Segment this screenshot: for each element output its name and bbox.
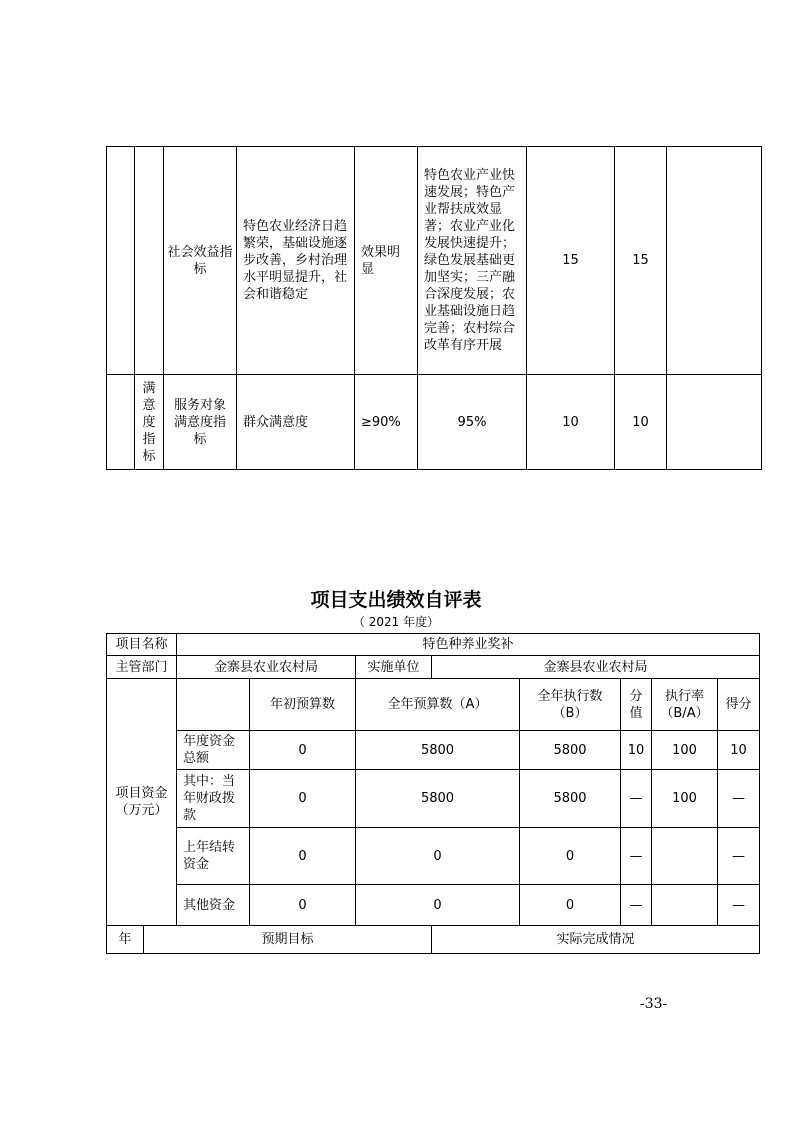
row-total-score: 10 <box>717 730 760 770</box>
row-other-rate <box>651 884 718 926</box>
row-other-executed: 0 <box>519 884 621 926</box>
row-label-total: 年度资金总额 <box>176 730 250 770</box>
row-label-carryover: 上年结转资金 <box>176 827 250 885</box>
row-carryover-executed: 0 <box>519 827 621 885</box>
dept-label: 主管部门 <box>106 655 177 679</box>
social-benefit-content: 特色农业经济日趋繁荣，基础设施逐步改善，乡村治理水平明显提升，社会和谐稳定 <box>236 146 355 375</box>
row-label-fiscal: 其中：当年财政拨款 <box>176 769 250 828</box>
form-year: （ 2021 年度） <box>352 615 440 629</box>
row-carryover-full-year: 0 <box>355 827 520 885</box>
row-fiscal-initial: 0 <box>249 769 356 828</box>
page-number: -33- <box>640 996 668 1012</box>
row-fiscal-full-year: 5800 <box>355 769 520 828</box>
satisfaction-target: ≥90% <box>354 374 418 470</box>
social-benefit-weight: 15 <box>526 146 615 375</box>
row-carryover-rate <box>651 827 718 885</box>
row-other-score: — <box>717 884 760 926</box>
level1-cell-blank <box>106 146 135 375</box>
social-benefit-score: 15 <box>614 146 667 375</box>
satisfaction-note <box>666 374 762 470</box>
project-name-label: 项目名称 <box>106 633 177 656</box>
form-title: 项目支出绩效自评表 <box>310 589 482 611</box>
goal-year-label: 年 <box>106 925 144 954</box>
row-total-executed: 5800 <box>519 730 621 770</box>
row-fiscal-executed: 5800 <box>519 769 621 828</box>
funds-label: 项目资金（万元） <box>106 678 177 926</box>
satisfaction-score: 10 <box>614 374 667 470</box>
header-execution-rate: 执行率（B/A） <box>651 678 718 731</box>
row-other-weight: — <box>620 884 652 926</box>
row-carryover-initial: 0 <box>249 827 356 885</box>
satisfaction-category: 满意度指标 <box>134 374 164 470</box>
row-carryover-weight: — <box>620 827 652 885</box>
row-other-full-year: 0 <box>355 884 520 926</box>
row-fiscal-rate: 100 <box>651 769 718 828</box>
header-initial-budget: 年初预算数 <box>249 678 356 731</box>
satisfaction-actual: 95% <box>417 374 527 470</box>
row-carryover-score: — <box>717 827 760 885</box>
row-other-initial: 0 <box>249 884 356 926</box>
level1-cell-blank-2 <box>106 374 135 470</box>
impl-label: 实施单位 <box>355 655 432 679</box>
row-total-full-year: 5800 <box>355 730 520 770</box>
satisfaction-indicator: 服务对象满意度指标 <box>163 374 237 470</box>
project-name-value: 特色种养业奖补 <box>176 633 760 656</box>
satisfaction-content: 群众满意度 <box>236 374 355 470</box>
social-benefit-note <box>666 146 762 375</box>
social-benefit-indicator: 社会效益指标 <box>163 146 237 375</box>
row-fiscal-score: — <box>717 769 760 828</box>
header-blank <box>176 678 250 731</box>
header-executed: 全年执行数（B） <box>519 678 621 731</box>
row-total-initial: 0 <box>249 730 356 770</box>
impl-value: 金寨县农业农村局 <box>431 655 760 679</box>
goal-planned-label: 预期目标 <box>143 925 432 954</box>
level2-cell-blank <box>134 146 164 375</box>
row-label-other: 其他资金 <box>176 884 250 926</box>
row-total-weight: 10 <box>620 730 652 770</box>
row-fiscal-weight: — <box>620 769 652 828</box>
dept-value: 金寨县农业农村局 <box>176 655 356 679</box>
row-total-rate: 100 <box>651 730 718 770</box>
header-score: 得分 <box>717 678 760 731</box>
social-benefit-actual: 特色农业产业快速发展；特色产业帮扶成效显著；农业产业化发展快速提升；绿色发展基础更加坚实；三产融合深度发展；农业基础设施日趋完善；农村综合改革有序开展 <box>417 146 527 375</box>
goal-actual-label: 实际完成情况 <box>431 925 760 954</box>
header-weight: 分值 <box>620 678 652 731</box>
social-benefit-target: 效果明显 <box>354 146 418 375</box>
header-full-year-budget: 全年预算数（A） <box>355 678 520 731</box>
satisfaction-weight: 10 <box>526 374 615 470</box>
